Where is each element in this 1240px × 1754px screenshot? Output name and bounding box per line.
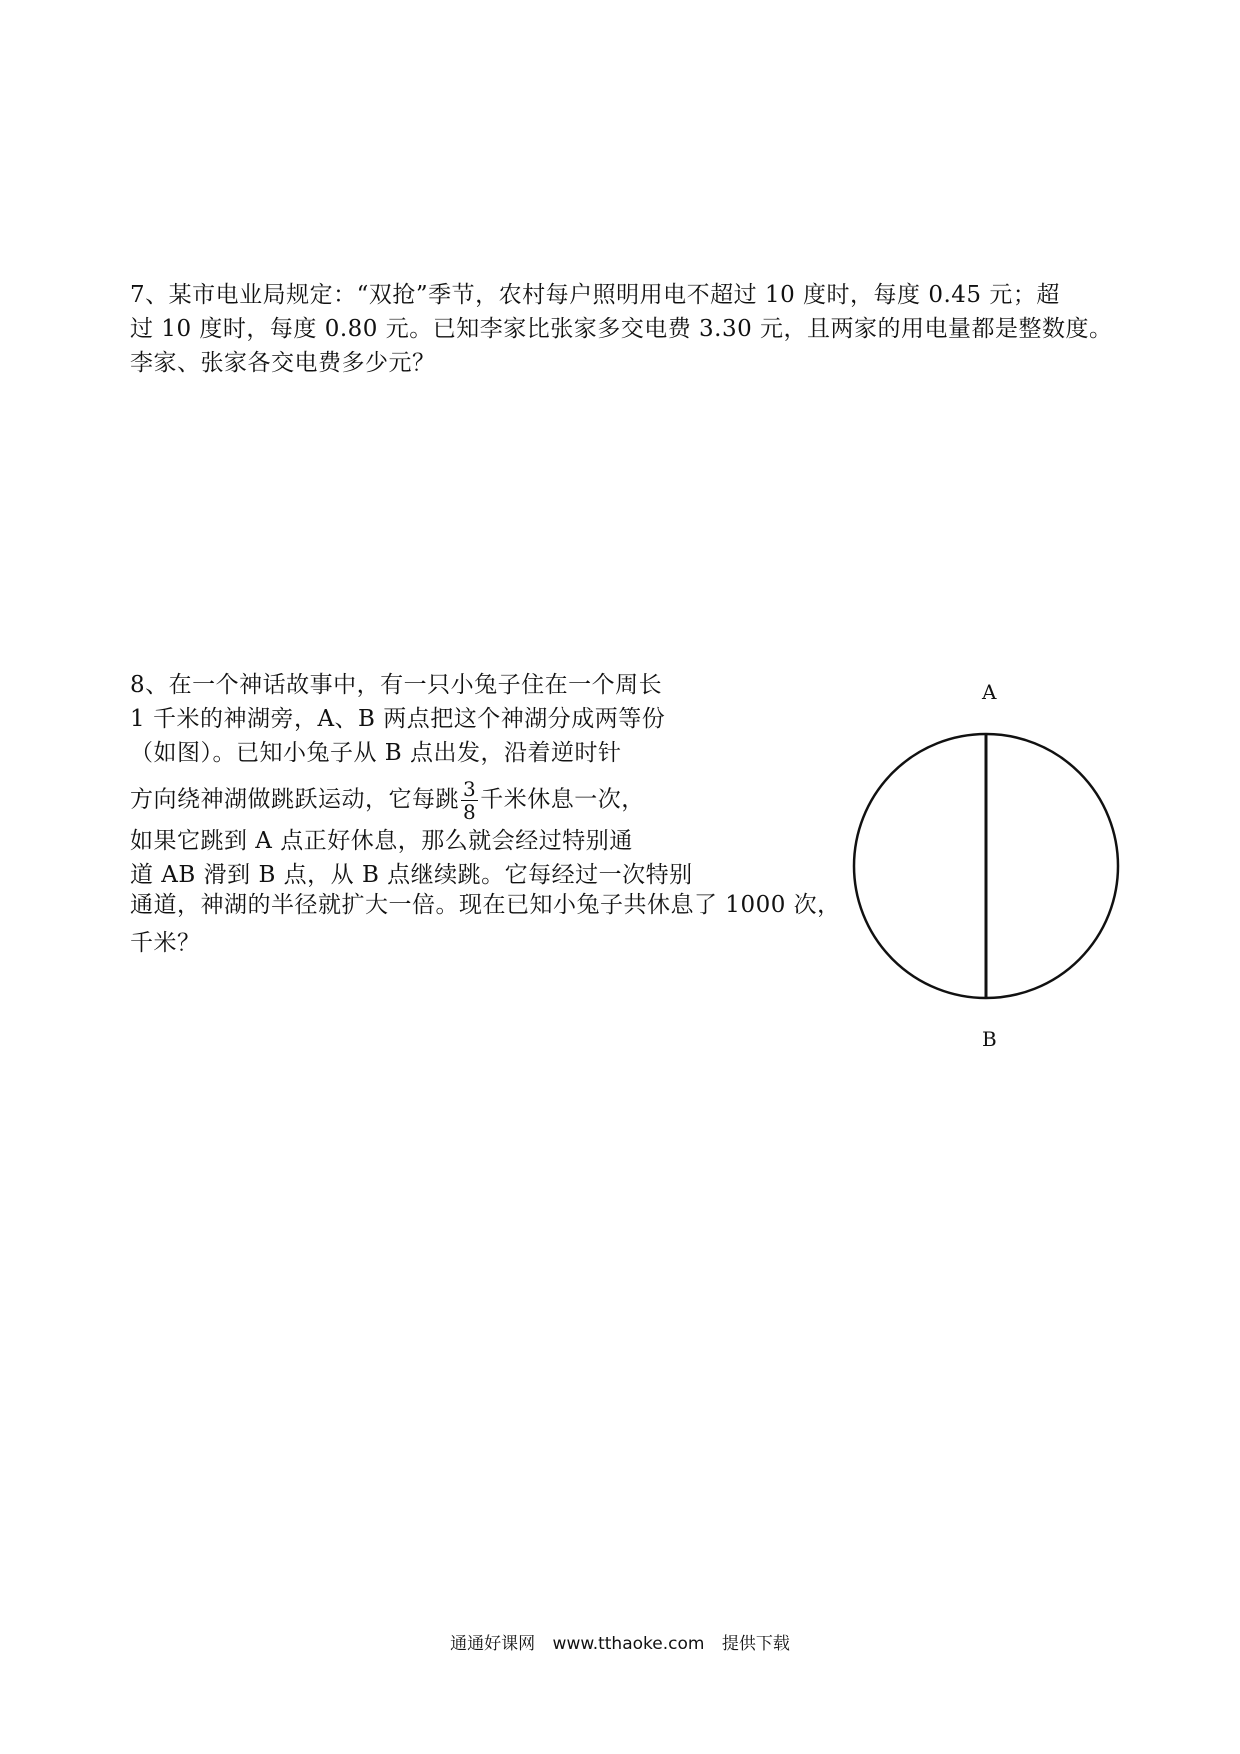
q8-line-4-before: 方向绕神湖做跳跃运动，它每跳 xyxy=(130,786,459,813)
q8-line-5: 如果它跳到 A 点正好休息，那么就会经过特别通 xyxy=(130,828,633,854)
q8-line-2: 1 千米的神湖旁，A、B 两点把这个神湖分成两等份 xyxy=(130,706,666,732)
page-footer xyxy=(0,1629,1240,1654)
fraction-denominator: 8 xyxy=(463,800,477,824)
point-b-label: B xyxy=(982,1027,997,1051)
fraction-numerator: 3 xyxy=(463,777,477,801)
footer-site-name: 通通好课网 xyxy=(450,1634,536,1654)
footer-suffix: 提供下载 xyxy=(721,1634,790,1654)
q8-line-1: 8、在一个神话故事中，有一只小兔子住在一个周长 xyxy=(130,672,663,698)
q7-line-2: 过 10 度时，每度 0.80 元。已知李家比张家多交电费 3.30 元，且两家的用电量都是整数度。 xyxy=(130,316,1113,342)
point-a-label: A xyxy=(982,680,997,704)
q8-line-4 xyxy=(130,778,645,823)
footer-url: www.tthaoke.com xyxy=(552,1634,705,1654)
lake-circle-diagram xyxy=(850,730,1130,1010)
q8-line-4-after: 千米休息一次， xyxy=(480,786,645,813)
q8-line-7-container xyxy=(130,890,875,970)
q7-line-3: 李家、张家各交电费多少元？ xyxy=(130,350,436,376)
q8-line-6: 道 AB 滑到 B 点，从 B 点继续跳。它每经过一次特别 xyxy=(130,862,693,888)
fraction-three-eighths xyxy=(461,778,478,823)
q7-line-1: 7、某市电业局规定：“双抢”季节，农村每户照明用电不超过 10 度时，每度 0.45 元；超 xyxy=(130,282,1060,308)
q8-line-3: （如图）。已知小兔子从 B 点出发，沿着逆时针 xyxy=(130,740,622,766)
q8-line-8: 千米？ xyxy=(130,930,201,956)
q8-line-7: 通道，神湖的半径就扩大一倍。现在已知小兔子共休息了 1000 次， xyxy=(130,892,841,918)
